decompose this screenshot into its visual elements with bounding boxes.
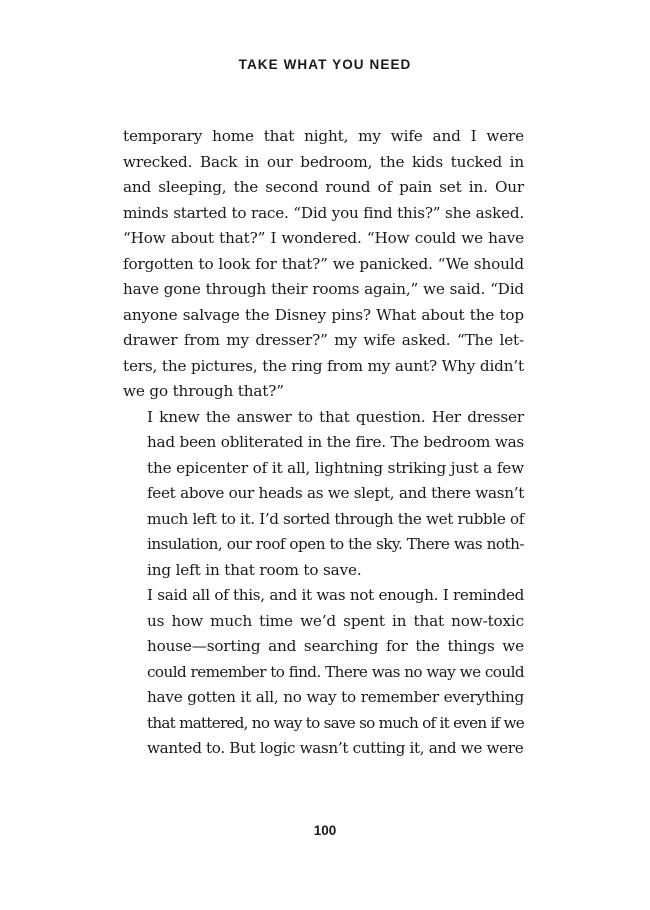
text-line: wanted to. But logic wasn’t cutting it, and we were (147, 739, 524, 757)
running-head: TAKE WHAT YOU NEED (238, 57, 412, 72)
paragraph (123, 124, 524, 405)
text-line: minds started to race. “Did you find this?” she asked. (123, 203, 524, 222)
body-text (123, 124, 524, 762)
text-line: us how much time we’d spent in that now-toxic (147, 611, 524, 630)
text-line: ters, the pictures, the ring from my aunt? Why didn’t (123, 356, 524, 375)
text-line: anyone salvage the Disney pins? What about the top (123, 305, 524, 324)
text-line: could remember to find. There was no way we could (147, 662, 524, 681)
text-line: have gotten it all, no way to remember everything (147, 688, 524, 706)
text-line: wrecked. Back in our bedroom, the kids tucked in (123, 152, 524, 171)
paragraph (123, 405, 524, 584)
text-line: “How about that?” I wondered. “How could we have (123, 229, 524, 247)
text-line: feet above our heads as we slept, and there wasn’t (147, 484, 524, 502)
text-line: ing left in that room to save. (147, 560, 362, 579)
text-line: I said all of this, and it was not enough. I reminded (147, 586, 524, 604)
text-line: had been obliterated in the fire. The bedroom was (147, 433, 524, 451)
text-line: house—sorting and searching for the things we (147, 637, 524, 655)
text-line: temporary home that night, my wife and I were (123, 127, 524, 145)
text-line: have gone through their rooms again,” we said. “Did (123, 280, 524, 298)
text-line: the epicenter of it all, lightning striking just a few (147, 458, 524, 477)
text-line: that mattered, no way to save so much of it even if we (147, 713, 524, 732)
text-line: forgotten to look for that?” we panicked. “We should (123, 254, 524, 273)
text-line: insulation, our roof open to the sky. There was noth- (147, 535, 524, 553)
text-line: we go through that?” (123, 382, 284, 400)
text-line: much left to it. I’d sorted through the wet rubble of (147, 509, 524, 528)
text-line: and sleeping, the second round of pain set in. Our (123, 178, 524, 196)
text-line: drawer from my dresser?” my wife asked. “The let- (123, 331, 524, 349)
text-line: I knew the answer to that question. Her dresser (147, 407, 524, 426)
page-number: 100 (313, 823, 337, 838)
paragraph (123, 583, 524, 762)
